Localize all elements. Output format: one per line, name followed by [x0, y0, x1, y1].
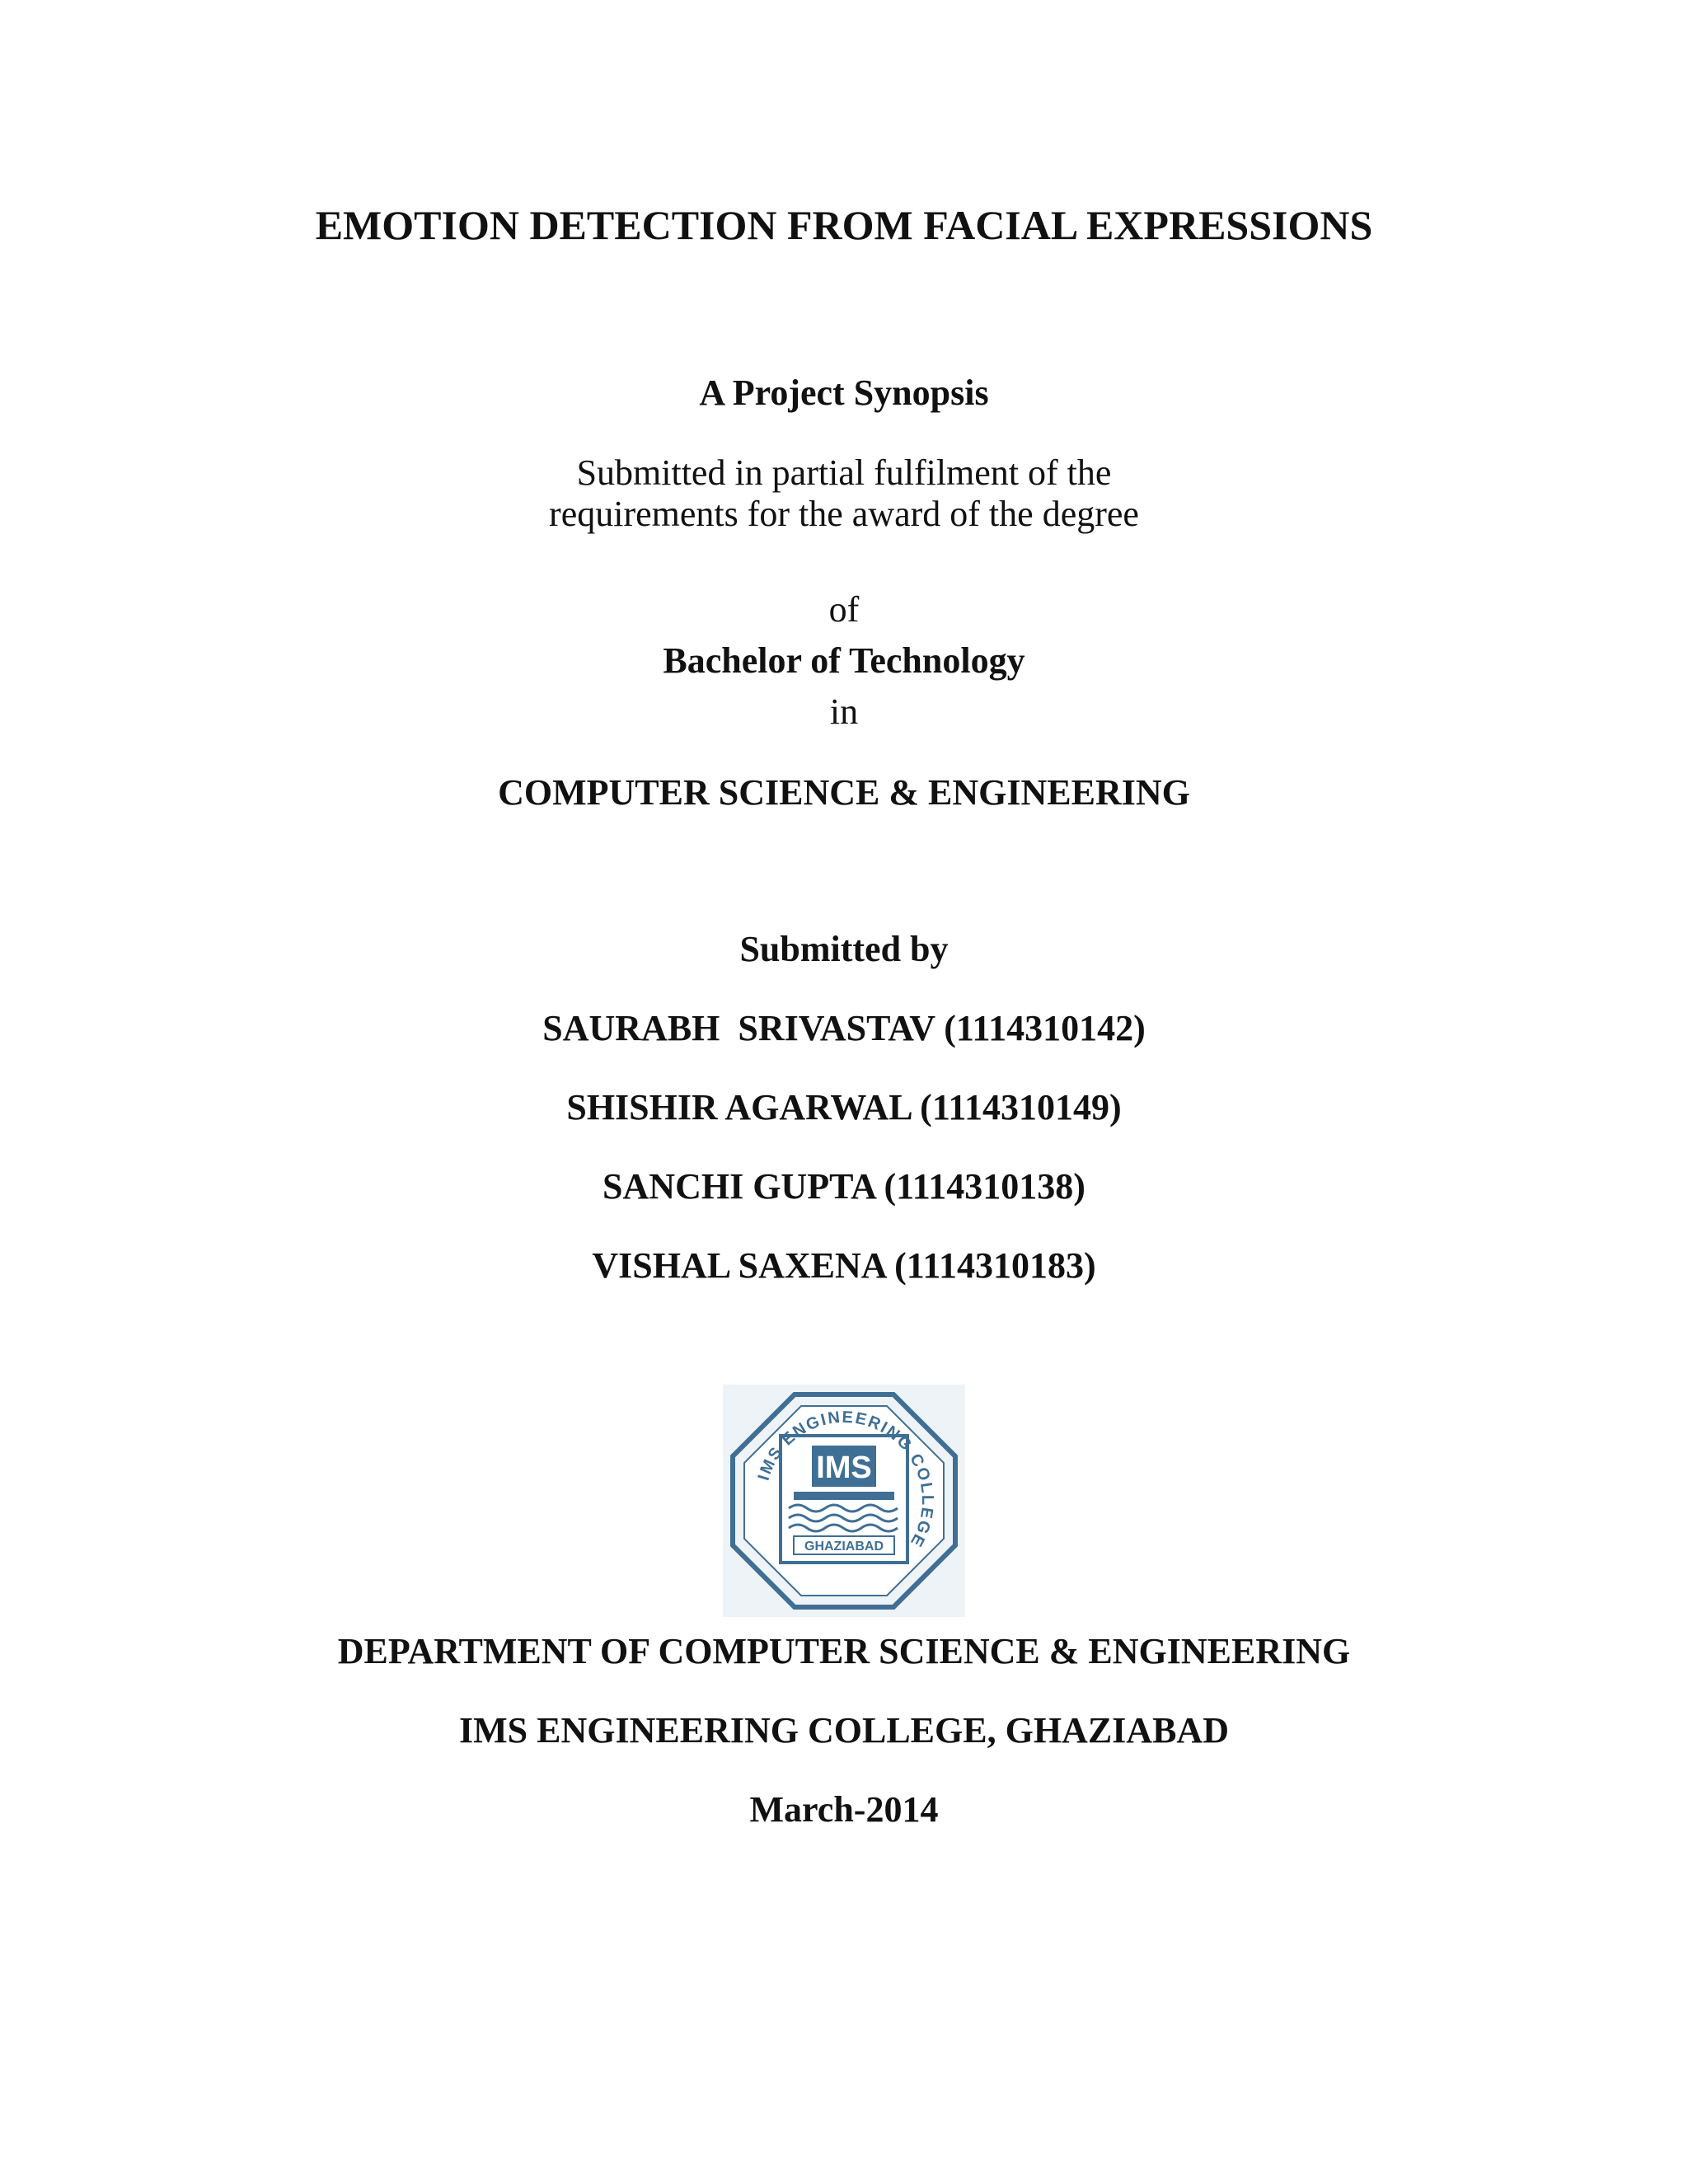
- student-name: SHISHIR AGARWAL (1114310149): [566, 1087, 1122, 1127]
- of-text: of: [828, 589, 860, 630]
- student-name: SAURABH SRIVASTAV (1114310142): [542, 1008, 1146, 1048]
- submitted-by-label: Submitted by: [739, 929, 949, 969]
- degree-name: Bachelor of Technology: [663, 640, 1025, 681]
- submission-date: March-2014: [749, 1789, 939, 1830]
- branch-name: COMPUTER SCIENCE & ENGINEERING: [498, 772, 1190, 813]
- logo-ims-text: IMS: [816, 1451, 872, 1485]
- department-name: DEPARTMENT OF COMPUTER SCIENCE & ENGINEERING: [337, 1631, 1351, 1671]
- document-title: EMOTION DETECTION FROM FACIAL EXPRESSIONS: [315, 202, 1373, 248]
- student-name: VISHAL SAXENA (1114310183): [592, 1245, 1096, 1286]
- college-logo: [723, 1385, 965, 1617]
- college-seal-icon: [723, 1385, 965, 1617]
- college-name: IMS ENGINEERING COLLEGE, GHAZIABAD: [459, 1710, 1229, 1750]
- student-name: SANCHI GUPTA (1114310138): [603, 1166, 1085, 1207]
- logo-ring-text: IMS ENGINEERING COLLEGE: [754, 1408, 937, 1551]
- document-type: A Project Synopsis: [699, 373, 989, 413]
- logo-ghaziabad-text: GHAZIABAD: [804, 1540, 884, 1554]
- in-text: in: [829, 691, 859, 732]
- submission-statement-line-1: Submitted in partial fulfilment of the: [576, 452, 1112, 493]
- logo-building: [794, 1492, 894, 1500]
- submission-statement-line-2: requirements for the award of the degree: [549, 494, 1139, 534]
